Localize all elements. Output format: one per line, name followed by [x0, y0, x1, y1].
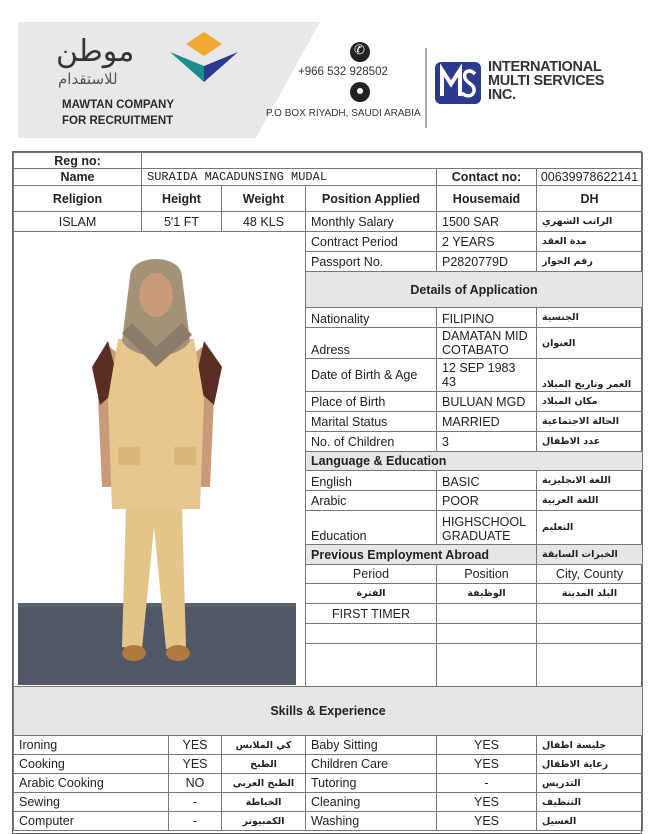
skill-right-arabic: جليسة اطفال — [536, 735, 643, 755]
employment-row-2-city — [536, 623, 643, 644]
religion-label: Religion — [13, 185, 142, 212]
contract-label: Contract Period — [305, 231, 437, 252]
children-label: No. of Children — [305, 431, 437, 452]
skill-left-value: NO — [168, 773, 222, 793]
passport-label: Passport No. — [305, 251, 437, 272]
skill-left-value: YES — [168, 754, 222, 774]
dob-label: Date of Birth & Age — [305, 358, 437, 392]
contact-label: Contact no: — [436, 168, 537, 186]
employment-row-1-position — [436, 603, 537, 624]
pob-value: BULUAN MGD — [436, 391, 537, 412]
employment-row-3-city — [536, 643, 643, 687]
col-period: Period — [305, 564, 437, 584]
agency-name: INTERNATIONAL MULTI SERVICES INC. — [488, 59, 605, 103]
arabic-arabic: اللغة العربية — [536, 490, 643, 511]
salary-arabic: الراتب الشهري — [536, 211, 643, 232]
children-arabic: عدد الاطفال — [536, 431, 643, 452]
previous-employment-heading: Previous Employment Abroad — [305, 544, 537, 565]
application-form — [12, 151, 642, 834]
age-value: 43 — [442, 375, 456, 389]
weight-label: Weight — [221, 185, 306, 212]
skill-left-value: YES — [168, 735, 222, 755]
skill-left-label: Ironing — [13, 735, 169, 755]
skill-left-arabic: الخياطة — [221, 792, 306, 812]
skill-left-arabic: الطبخ العربي — [221, 773, 306, 793]
education-arabic: التعليم — [536, 510, 643, 545]
employment-row-3-period — [305, 643, 437, 687]
pob-label: Place of Birth — [305, 391, 437, 412]
col-city-arabic: البلد المدينة — [536, 583, 643, 604]
reg-no-value — [141, 152, 643, 169]
employment-row-2-period — [305, 623, 437, 644]
marital-arabic: الحالة الاجتماعية — [536, 411, 643, 432]
name-value: SURAIDA MACADUNSING MUDAL — [141, 168, 437, 186]
english-arabic: اللغة الانجليزية — [536, 470, 643, 491]
skill-left-value: - — [168, 811, 222, 831]
address-value: DAMATAN MID COTABATO — [436, 327, 537, 359]
education-label: Education — [305, 510, 437, 545]
passport-value: P2820779D — [436, 251, 537, 272]
nationality-arabic: الجنسية — [536, 307, 643, 328]
skill-right-value: YES — [436, 811, 537, 831]
mawtan-logo-icon — [164, 30, 244, 90]
details-of-application-heading: Details of Application — [305, 271, 643, 308]
address-arabic: العنوان — [536, 327, 643, 359]
col-city: City, County — [536, 564, 643, 584]
english-label: English — [305, 470, 437, 491]
dob-arabic: العمر وتاريخ الميلاد — [536, 358, 643, 392]
skill-right-value: YES — [436, 754, 537, 774]
children-value: 3 — [436, 431, 537, 452]
skill-right-value: YES — [436, 792, 537, 812]
skill-left-label: Computer — [13, 811, 169, 831]
salary-value: 1500 SAR — [436, 211, 537, 232]
col-position: Position — [436, 564, 537, 584]
weight-value: 48 KLS — [221, 211, 306, 232]
applicant-photo — [18, 237, 296, 685]
dob-value — [436, 358, 537, 392]
col-position-arabic: الوظيفة — [436, 583, 537, 604]
employment-row-1-period: FIRST TIMER — [305, 603, 437, 624]
skill-left-arabic: كي الملابس — [221, 735, 306, 755]
passport-arabic: رقم الجواز — [536, 251, 643, 272]
header-divider — [425, 48, 427, 128]
language-education-heading: Language & Education — [305, 451, 643, 471]
col-period-arabic: الفترة — [305, 583, 437, 604]
mawtan-logo-arabic: موطن — [56, 34, 135, 69]
arabic-value: POOR — [436, 490, 537, 511]
skill-right-arabic: رعاية الاطفال — [536, 754, 643, 774]
address-label: Adress — [305, 327, 437, 359]
company-name: MAWTAN COMPANY FOR RECRUITMENT — [62, 99, 175, 127]
skill-left-label: Sewing — [13, 792, 169, 812]
position-value: Housemaid — [436, 185, 537, 212]
mawtan-logo-arabic-sub: للاستقدام — [58, 70, 118, 88]
skill-left-label: Cooking — [13, 754, 169, 774]
arabic-label: Arabic — [305, 490, 437, 511]
dob-date: 12 SEP 1983 — [442, 361, 516, 375]
nationality-value: FILIPINO — [436, 307, 537, 328]
ims-logo-icon — [433, 58, 483, 108]
skills-heading: Skills & Experience — [13, 686, 643, 736]
salary-label: Monthly Salary — [305, 211, 437, 232]
marital-value: MARRIED — [436, 411, 537, 432]
skill-right-label: Tutoring — [305, 773, 437, 793]
skill-left-arabic: الطبخ — [221, 754, 306, 774]
previous-employment-arabic: الخبرات السابقة — [536, 544, 643, 565]
contact-value: 00639978622141 — [536, 168, 643, 186]
skill-right-label: Washing — [305, 811, 437, 831]
contract-value: 2 YEARS — [436, 231, 537, 252]
name-label: Name — [13, 168, 142, 186]
reg-no-label: Reg no: — [13, 152, 142, 169]
skill-left-value: - — [168, 792, 222, 812]
skill-right-value: - — [436, 773, 537, 793]
skill-right-label: Baby Sitting — [305, 735, 437, 755]
marital-label: Marital Status — [305, 411, 437, 432]
skill-right-arabic: الغسيل — [536, 811, 643, 831]
employment-row-3-position — [436, 643, 537, 687]
height-value: 5'1 FT — [141, 211, 222, 232]
religion-value: ISLAM — [13, 211, 142, 232]
height-label: Height — [141, 185, 222, 212]
position-code: DH — [536, 185, 643, 212]
skill-right-arabic: التنظيف — [536, 792, 643, 812]
english-value: BASIC — [436, 470, 537, 491]
postal-address: P.O BOX RIYADH, SAUDI ARABIA — [266, 108, 421, 119]
pob-arabic: مكان الميلاد — [536, 391, 643, 412]
phone-number: +966 532 928502 — [298, 66, 388, 78]
education-value: HIGHSCHOOL GRADUATE — [436, 510, 537, 545]
contract-arabic: مدة العقد — [536, 231, 643, 252]
letterhead — [18, 22, 611, 138]
skill-right-value: YES — [436, 735, 537, 755]
location-pin-icon — [350, 82, 370, 102]
employment-row-1-city — [536, 603, 643, 624]
phone-icon — [350, 42, 370, 62]
skill-left-label: Arabic Cooking — [13, 773, 169, 793]
skill-right-label: Children Care — [305, 754, 437, 774]
position-label: Position Applied — [305, 185, 437, 212]
nationality-label: Nationality — [305, 307, 437, 328]
skill-left-arabic: الكمبيوتر — [221, 811, 306, 831]
skill-right-arabic: التدريس — [536, 773, 643, 793]
employment-row-2-position — [436, 623, 537, 644]
skill-right-label: Cleaning — [305, 792, 437, 812]
